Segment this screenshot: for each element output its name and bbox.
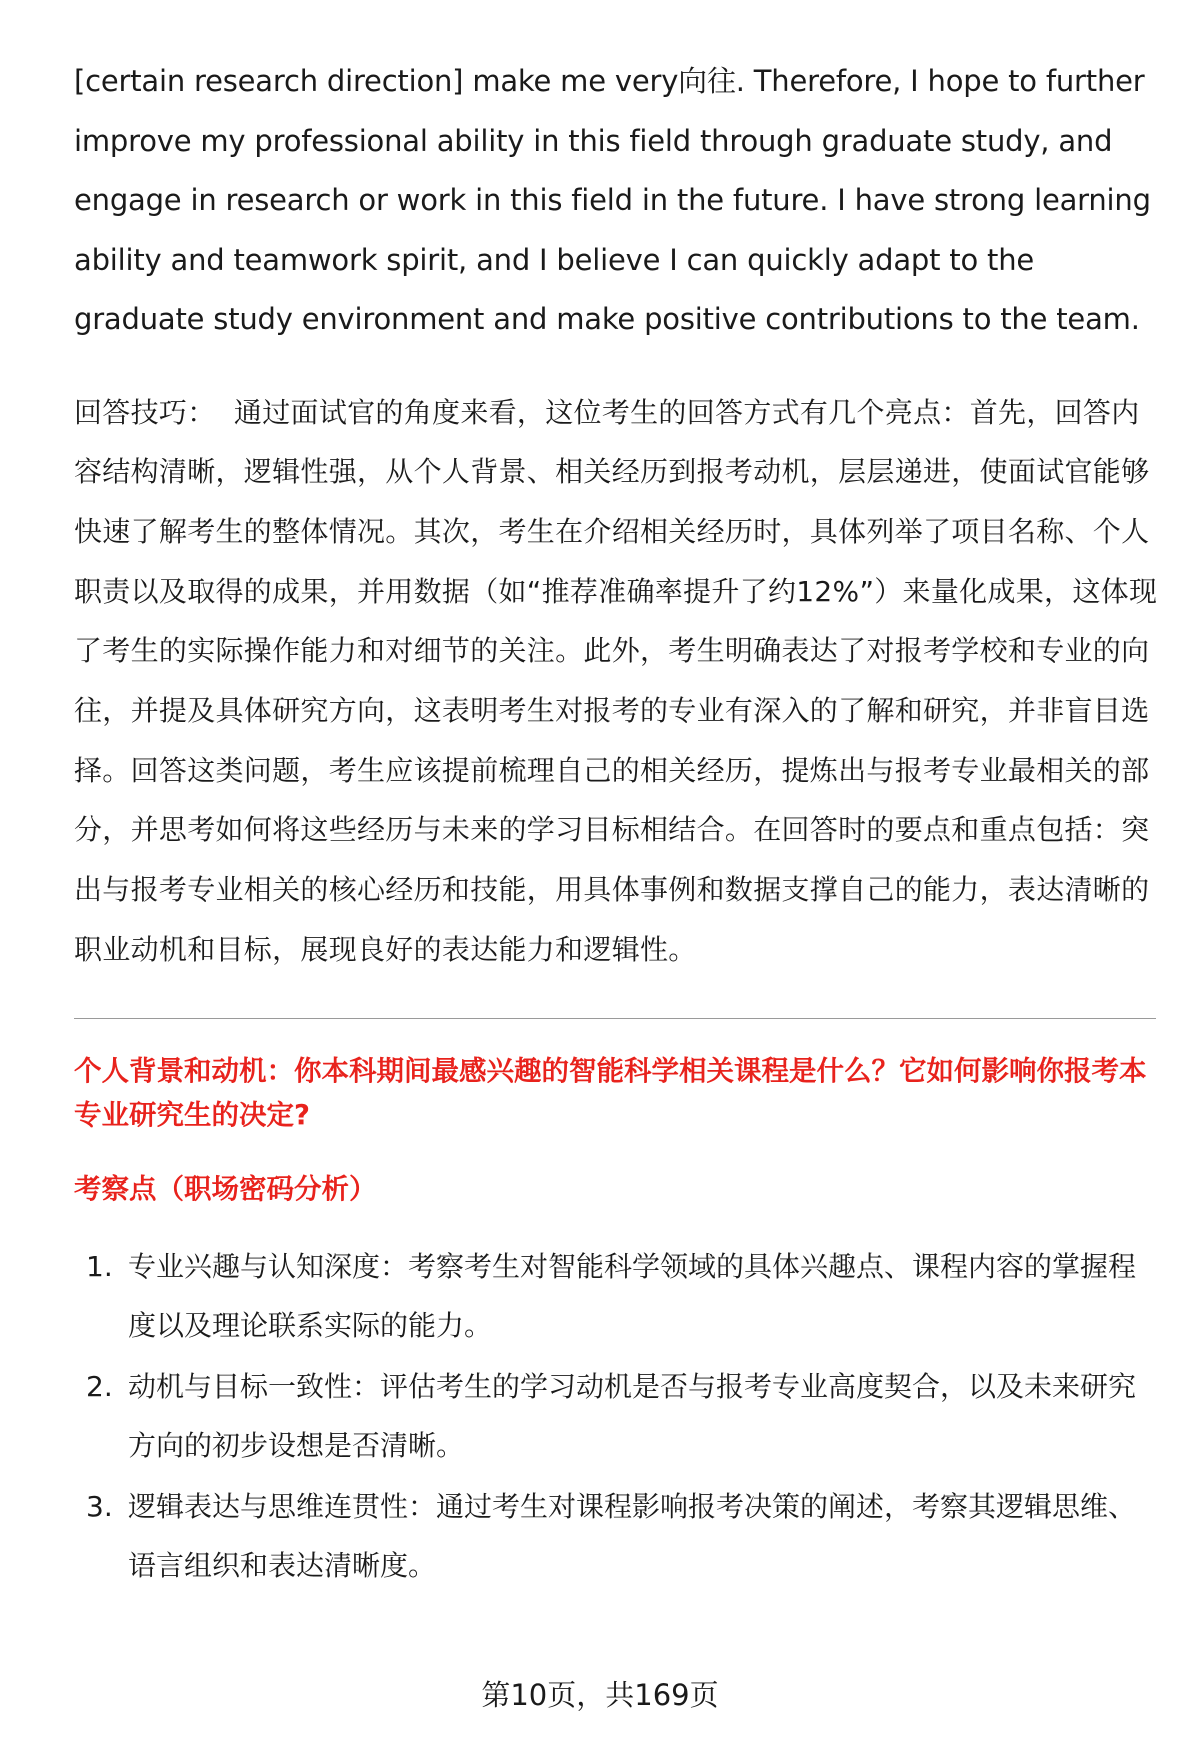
list-item: [74, 1477, 1160, 1596]
tips-text: 通过面试官的角度来看，这位考生的回答方式有几个亮点：首先，回答内容结构清晰，逻辑性强，从个人背景、相关经历到报考动机，层层递进，使面试官能够快速了解考生的整体情况。其次，考生在介绍相关经历时，具体列举了项目名称、个人职责以及取得的成果，并用数据（如“推荐准确率提升了约12%”）来量化成果，这体现了考生的实际操作能力和对细节的关注。此外，考生明确表达了对报考学校和专业的向往，并提及具体研究方向，这表明考生对报考的专业有深入的了解和研究，并非盲目选择。回答这类问题，考生应该提前梳理自己的相关经历，提炼出与报考专业最相关的部分，并思考如何将这些经历与未来的学习目标相结合。在回答时的要点和重点包括：突出与报考专业相关的核心经历和技能，用具体事例和数据支撑自己的能力，表达清晰的职业动机和目标，展现良好的表达能力和逻辑性。: [74, 395, 1158, 966]
section-divider: [74, 1018, 1156, 1019]
document-page: [74, 52, 1160, 1597]
list-item-number: 3.: [86, 1489, 113, 1523]
list-item-number: 1.: [86, 1249, 113, 1283]
question-title: 个人背景和动机：你本科期间最感兴趣的智能科学相关课程是什么？它如何影响你报考本专业研究生的决定?: [74, 1054, 1147, 1131]
page-number-footer: 第10页，共169页: [481, 1678, 719, 1712]
list-item-number: 2.: [86, 1369, 113, 1403]
list-item: [74, 1357, 1160, 1476]
list-item-text: 逻辑表达与思维连贯性：通过考生对课程影响报考决策的阐述，考察其逻辑思维、语言组织和表达清晰度。: [128, 1489, 1137, 1583]
assessment-points-list: [74, 1237, 1160, 1596]
intro-paragraph: [certain research direction] make me very向往. Therefore, I hope to further improve my professional ability in this field through graduate study, and engage in research or work in this field in the future. I have strong learning ability and teamwork spirit, and I believe I can quickly adapt to the graduate study environment and make positive contributions to the team.: [74, 64, 1151, 336]
assessment-subheading: 考察点（职场密码分析）: [74, 1172, 377, 1205]
tips-label: 回答技巧：: [74, 395, 216, 429]
list-item: [74, 1237, 1160, 1356]
list-item-text: 专业兴趣与认知深度：考察考生对智能科学领域的具体兴趣点、课程内容的掌握程度以及理论联系实际的能力。: [128, 1249, 1137, 1343]
tips-paragraph: [74, 383, 1160, 980]
list-item-text: 动机与目标一致性：评估考生的学习动机是否与报考专业高度契合，以及未来研究方向的初步设想是否清晰。: [128, 1369, 1137, 1463]
